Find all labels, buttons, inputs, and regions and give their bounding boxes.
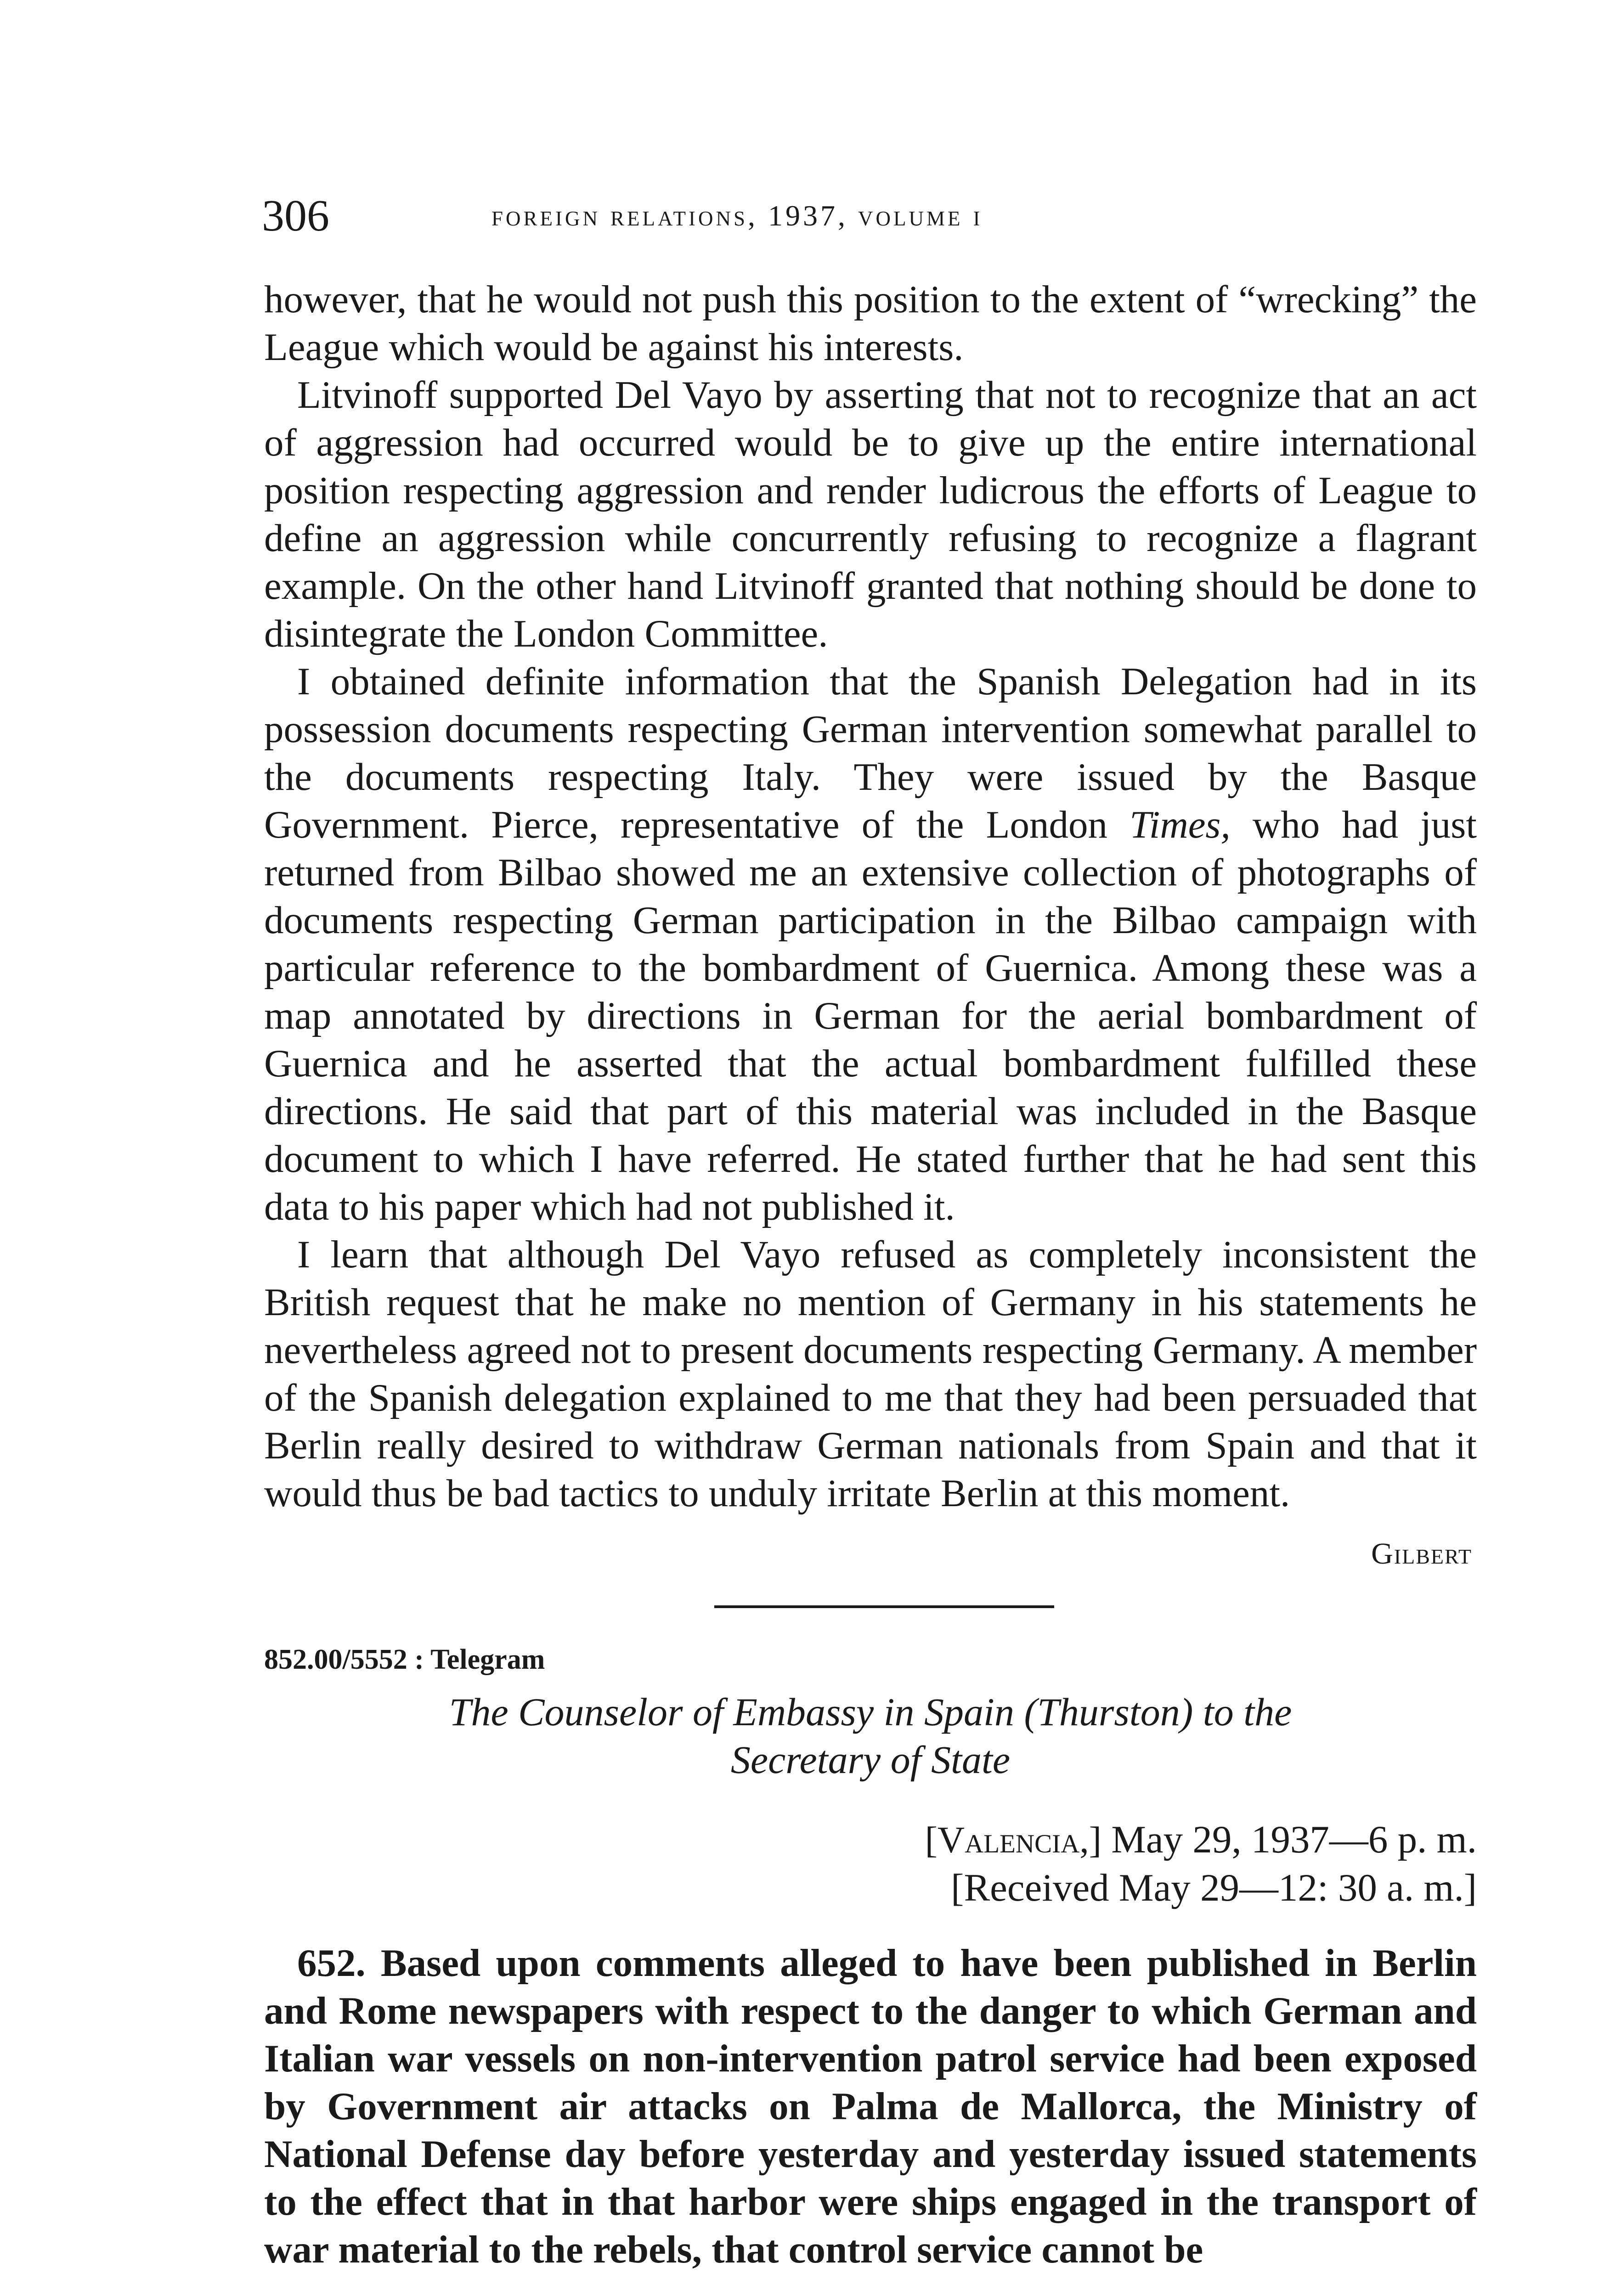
paragraph-german-intervention-text: I obtained definite information that the Spanish Delegation had in its possession documents respecting German intervention somewhat parallel to the documents respecting Italy. They were issued by the Basque Government. Pierce, representative of the London: [264, 660, 1477, 846]
section-divider: [714, 1605, 1054, 1608]
page-header: [262, 181, 1479, 250]
times-italic: Times,: [1130, 803, 1231, 846]
document-title-line-2: Secretary of State: [730, 1738, 1011, 1782]
file-reference: 852.00/5552 : Telegram: [264, 1644, 545, 1675]
received-line: [Received May 29—12: 30 a. m.]: [951, 1866, 1477, 1909]
document-title: [264, 1688, 1477, 1784]
page-number: 306: [262, 191, 329, 241]
dateline-place: [Valencia,]: [925, 1819, 1102, 1861]
paragraph-litvinoff: Litvinoff supported Del Vayo by asserting that not to recognize that an act of aggression had occurred would be to give up the entire international position respecting aggression and render ludicrous the efforts of League to define an aggression while concurrently refusing to recognize a flagrant example. On the other hand Litvinoff granted that nothing should be done to disintegrate the London Committee.: [264, 373, 1477, 655]
document-title-line-1: The Counselor of Embassy in Spain (Thurston) to the: [449, 1690, 1292, 1734]
telegram-text: 652. Based upon comments alleged to have been published in Berlin and Rome newspapers with respect to the danger to which German and Italian war vessels on non-intervention patrol service had been exposed by Government air attacks on Palma de Mallorca, the Ministry of National Defense day before yesterday and yesterday issued statements to the effect that in that harbor were ships engaged in the transport of war material to the rebels, that control service cannot be: [264, 1941, 1477, 2271]
running-title: foreign relations, 1937, volume i: [491, 199, 983, 232]
paragraph-german-intervention-cont: who had just returned from Bilbao showed me an extensive collection of photographs of documents respecting German participation in the Bilbao campaign with particular reference to the bombardment of Guernica. Among these was a map annotated by directions in German for the aerial bombardment of Guernica and he asserted that the actual bombardment fulfilled these directions. He said that part of this material was included in the Basque document to which I have referred. He stated further that he had sent this data to his paper which had not published it.: [264, 803, 1477, 1228]
paragraph-del-vayo: I learn that although Del Vayo refused as completely inconsistent the British request that he make no mention of Germany in his statements he nevertheless agreed not to present documents respecting Germany. A member of the Spanish delegation explained to me that they had been persuaded that Berlin really desired to withdraw German nationals from Spain and that it would thus be bad tactics to unduly irritate Berlin at this moment.: [264, 1233, 1477, 1515]
dateline: [264, 1816, 1477, 1864]
signature: Gilbert: [1371, 1537, 1472, 1570]
paragraph-german-intervention: [264, 658, 1477, 1231]
dateline-date: May 29, 1937—6 p. m.: [1111, 1818, 1477, 1861]
page-body: [264, 276, 1477, 2296]
paragraph-continuation: however, that he would not push this position to the extent of “wrecking” the League which would be against his interests.: [264, 278, 1477, 369]
